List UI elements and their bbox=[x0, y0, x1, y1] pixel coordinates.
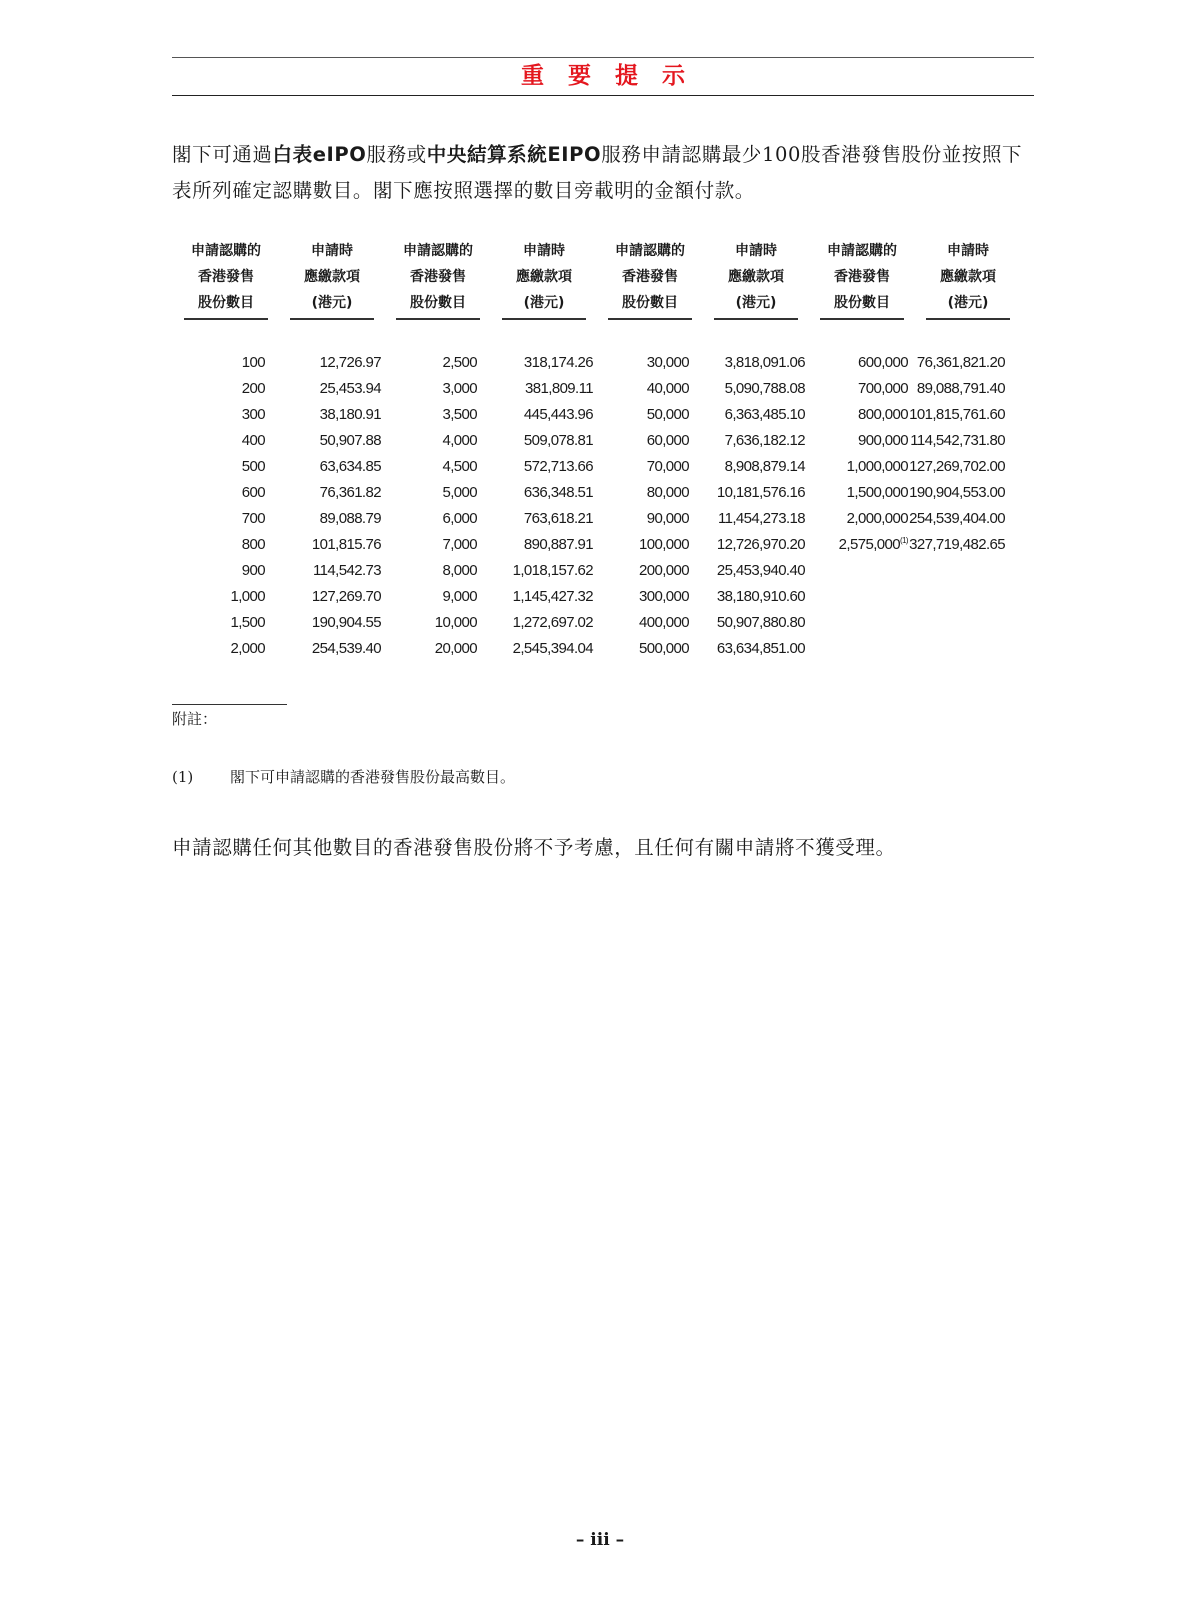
shares-cell: 3,500 bbox=[442, 406, 477, 423]
table-group-4 bbox=[808, 350, 1005, 662]
header-shares: 申請認購的 香港發售 股份數目 bbox=[820, 238, 904, 320]
table-header-row bbox=[172, 238, 1032, 320]
header-shares: 申請認購的 香港發售 股份數目 bbox=[396, 238, 480, 320]
header-amount: 申請時 應繳款項 (港元) bbox=[926, 238, 1010, 320]
intro-bold-ccass: 中央結算系統EIPO bbox=[426, 143, 602, 166]
footnote-marker: (1) bbox=[900, 536, 908, 545]
amount-cell: 63,634,851.00 bbox=[716, 640, 805, 657]
shares-cell: 1,500,000 bbox=[846, 484, 908, 501]
header-amount: 申請時 應繳款項 (港元) bbox=[502, 238, 586, 320]
shares-cell: 1,500 bbox=[230, 614, 265, 631]
shares-cell: 200,000 bbox=[638, 562, 689, 579]
shares-cell: 900,000 bbox=[857, 432, 908, 449]
amount-cell: 572,713.66 bbox=[523, 458, 593, 475]
amount-cell: 101,815,761.60 bbox=[909, 406, 1005, 423]
shares-cell: 4,000 bbox=[442, 432, 477, 449]
shares-cell: 10,000 bbox=[434, 614, 477, 631]
header-amount: 申請時 應繳款項 (港元) bbox=[714, 238, 798, 320]
amount-cell: 763,618.21 bbox=[523, 510, 593, 527]
shares-cell: 300 bbox=[241, 406, 265, 423]
amount-cell: 114,542,731.80 bbox=[910, 432, 1005, 449]
shares-cell: 2,575,000$^{(1)}$ bbox=[838, 536, 908, 553]
amount-cell: 318,174.26 bbox=[523, 354, 593, 371]
amount-cell: 1,272,697.02 bbox=[512, 614, 593, 631]
header-shares: 申請認購的 香港發售 股份數目 bbox=[184, 238, 268, 320]
shares-cell: 2,000,000 bbox=[846, 510, 908, 527]
amount-cell: 190,904.55 bbox=[311, 614, 381, 631]
shares-cell: 40,000 bbox=[646, 380, 689, 397]
amount-cell: 445,443.96 bbox=[523, 406, 593, 423]
shares-cell: 90,000 bbox=[646, 510, 689, 527]
amount-cell: 76,361.82 bbox=[319, 484, 381, 501]
page-header bbox=[172, 57, 1034, 96]
shares-cell: 1,000 bbox=[230, 588, 265, 605]
shares-cell: 500 bbox=[241, 458, 265, 475]
note-item bbox=[172, 766, 515, 788]
amount-cell: 89,088,791.40 bbox=[916, 380, 1005, 397]
payment-table bbox=[172, 238, 1032, 662]
amount-cell: 8,908,879.14 bbox=[724, 458, 805, 475]
table-group-1 bbox=[172, 350, 381, 662]
notes-label: 附註： bbox=[172, 710, 218, 728]
amount-cell: 190,904,553.00 bbox=[909, 484, 1005, 501]
amount-cell: 10,181,576.16 bbox=[716, 484, 805, 501]
intro-text-3: 服務申請認購最少100股香港發售股份並按照下表所列確定認購數目。閣下應按照選擇的數目旁載明的金額付款。 bbox=[172, 143, 1023, 202]
intro-bold-white-form: 白表eIPO bbox=[272, 143, 367, 166]
intro-text-1: 閣下可通過 bbox=[172, 143, 273, 166]
amount-cell: 5,090,788.08 bbox=[724, 380, 805, 397]
page-number: – iii – bbox=[575, 1530, 625, 1550]
notes-divider bbox=[172, 704, 287, 705]
note-text: 閣下可申請認購的香港發售股份最高數目。 bbox=[230, 768, 516, 786]
amount-cell: 127,269.70 bbox=[311, 588, 381, 605]
shares-cell: 30,000 bbox=[646, 354, 689, 371]
amount-cell: 2,545,394.04 bbox=[512, 640, 593, 657]
note-number: (1) bbox=[172, 768, 194, 786]
amount-cell: 50,907.88 bbox=[319, 432, 381, 449]
amount-cell: 381,809.11 bbox=[525, 380, 593, 397]
amount-cell: 63,634.85 bbox=[319, 458, 381, 475]
page-title: 重 要 提 示 bbox=[520, 63, 694, 89]
shares-cell: 70,000 bbox=[646, 458, 689, 475]
shares-cell: 2,500 bbox=[442, 354, 477, 371]
amount-cell: 25,453,940.40 bbox=[716, 562, 805, 579]
amount-cell: 50,907,880.80 bbox=[716, 614, 805, 631]
shares-cell: 200 bbox=[241, 380, 265, 397]
table-body bbox=[172, 350, 1032, 662]
shares-cell: 7,000 bbox=[442, 536, 477, 553]
shares-cell: 600,000 bbox=[857, 354, 908, 371]
table-group-2 bbox=[384, 350, 593, 662]
amount-cell: 6,363,485.10 bbox=[724, 406, 805, 423]
amount-cell: 76,361,821.20 bbox=[916, 354, 1005, 371]
closing-paragraph: 申請認購任何其他數目的香港發售股份將不予考慮，且任何有關申請將不獲受理。 bbox=[172, 836, 896, 859]
amount-cell: 25,453.94 bbox=[319, 380, 381, 397]
shares-cell: 400 bbox=[241, 432, 265, 449]
amount-cell: 12,726,970.20 bbox=[716, 536, 805, 553]
shares-cell: 100,000 bbox=[638, 536, 689, 553]
amount-cell: 1,018,157.62 bbox=[512, 562, 593, 579]
amount-cell: 101,815.76 bbox=[311, 536, 381, 553]
shares-cell: 900 bbox=[241, 562, 265, 579]
shares-cell: 2,000 bbox=[230, 640, 265, 657]
shares-cell: 9,000 bbox=[442, 588, 477, 605]
shares-cell: 50,000 bbox=[646, 406, 689, 423]
shares-cell: 1,000,000 bbox=[846, 458, 908, 475]
shares-cell: 5,000 bbox=[442, 484, 477, 501]
shares-cell: 8,000 bbox=[442, 562, 477, 579]
shares-cell: 800 bbox=[241, 536, 265, 553]
shares-cell: 300,000 bbox=[638, 588, 689, 605]
shares-cell: 500,000 bbox=[638, 640, 689, 657]
shares-cell: 4,500 bbox=[442, 458, 477, 475]
header-amount: 申請時 應繳款項 (港元) bbox=[290, 238, 374, 320]
amount-cell: 254,539.40 bbox=[311, 640, 381, 657]
amount-cell: 11,454,273.18 bbox=[717, 510, 805, 527]
amount-cell: 38,180,910.60 bbox=[716, 588, 805, 605]
shares-cell: 20,000 bbox=[434, 640, 477, 657]
amount-cell: 89,088.79 bbox=[319, 510, 381, 527]
amount-cell: 127,269,702.00 bbox=[909, 458, 1005, 475]
shares-cell: 700,000 bbox=[857, 380, 908, 397]
intro-paragraph bbox=[172, 137, 1042, 209]
amount-cell: 254,539,404.00 bbox=[909, 510, 1005, 527]
header-shares: 申請認購的 香港發售 股份數目 bbox=[608, 238, 692, 320]
amount-cell: 327,719,482.65 bbox=[909, 536, 1005, 553]
shares-cell: 80,000 bbox=[646, 484, 689, 501]
amount-cell: 890,887.91 bbox=[523, 536, 593, 553]
amount-cell: 636,348.51 bbox=[523, 484, 593, 501]
amount-cell: 114,542.73 bbox=[313, 562, 381, 579]
shares-cell: 6,000 bbox=[442, 510, 477, 527]
amount-cell: 38,180.91 bbox=[319, 406, 381, 423]
shares-cell: 700 bbox=[241, 510, 265, 527]
shares-cell: 60,000 bbox=[646, 432, 689, 449]
amount-cell: 7,636,182.12 bbox=[724, 432, 805, 449]
shares-cell: 3,000 bbox=[442, 380, 477, 397]
shares-cell: 800,000 bbox=[857, 406, 908, 423]
shares-cell: 400,000 bbox=[638, 614, 689, 631]
amount-cell: 3,818,091.06 bbox=[724, 354, 805, 371]
amount-cell: 509,078.81 bbox=[523, 432, 593, 449]
intro-text-2: 服務或 bbox=[366, 143, 427, 166]
amount-cell: 1,145,427.32 bbox=[512, 588, 593, 605]
amount-cell: 12,726.97 bbox=[319, 354, 381, 371]
shares-cell: 100 bbox=[241, 354, 265, 371]
header-rule-bottom bbox=[172, 95, 1034, 96]
table-group-3 bbox=[596, 350, 805, 662]
shares-cell: 600 bbox=[241, 484, 265, 501]
